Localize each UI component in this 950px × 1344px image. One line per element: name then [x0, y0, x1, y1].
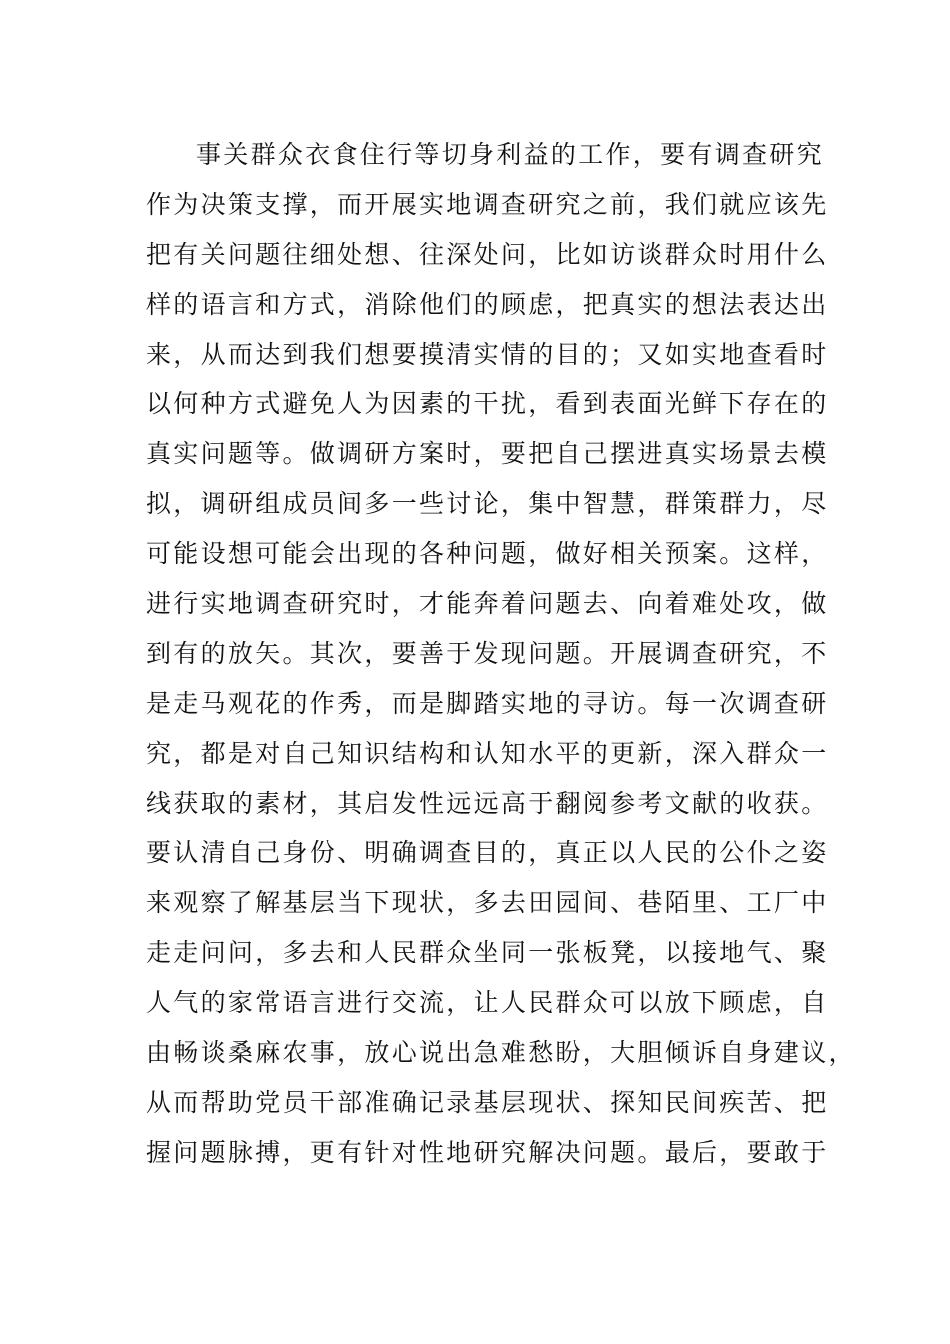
- body-paragraph: [146, 130, 856, 1178]
- paragraph-line: 把有关问题往细处想、往深处问，比如访谈群众时用什么: [146, 239, 829, 269]
- paragraph-line: 事关群众衣食住行等切身利益的工作，要有调查研究: [196, 140, 824, 169]
- paragraph-line: 样的语言和方式，消除他们的顾虑，把真实的想法表达出: [146, 289, 829, 319]
- paragraph-line: 线获取的素材，其启发性远远高于翻阅参考文献的收获。: [146, 788, 829, 818]
- paragraph-line: 走走问问，多去和人民群众坐同一张板凳，以接地气、聚: [146, 938, 829, 968]
- paragraph-line: 从而帮助党员干部准确记录基层现状、探知民间疾苦、把: [146, 1087, 829, 1117]
- paragraph-line: 进行实地调查研究时，才能奔着问题去、向着难处攻，做: [146, 589, 829, 619]
- paragraph-line: 究，都是对自己知识结构和认知水平的更新，深入群众一: [146, 738, 829, 768]
- paragraph-line: 人气的家常语言进行交流，让人民群众可以放下顾虑，自: [146, 988, 829, 1018]
- paragraph-line: 是走马观花的作秀，而是脚踏实地的寻访。每一次调查研: [146, 688, 829, 718]
- paragraph-line: 真实问题等。做调研方案时，要把自己摆进真实场景去模: [146, 439, 829, 469]
- paragraph-line: 握问题脉搏，更有针对性地研究解决问题。最后，要敢于: [146, 1137, 829, 1167]
- paragraph-line: 到有的放矢。其次，要善于发现问题。开展调查研究，不: [146, 638, 829, 668]
- paragraph-line: 来观察了解基层当下现状，多去田园间、巷陌里、工厂中: [146, 888, 829, 918]
- paragraph-line: 由畅谈桑麻农事，放心说出急难愁盼，大胆倾诉自身建议，: [146, 1038, 856, 1068]
- paragraph-line: 作为决策支撑，而开展实地调查研究之前，我们就应该先: [146, 189, 829, 219]
- paragraph-line: 以何种方式避免人为因素的干扰，看到表面光鲜下存在的: [146, 389, 829, 419]
- paragraph-line: 拟，调研组成员间多一些讨论，集中智慧，群策群力，尽: [146, 489, 829, 519]
- paragraph-line: 要认清自己身份、明确调查目的，真正以人民的公仆之姿: [146, 838, 829, 868]
- paragraph-line: 来，从而达到我们想要摸清实情的目的；又如实地查看时: [146, 339, 829, 369]
- paragraph-line: 可能设想可能会出现的各种问题，做好相关预案。这样，: [146, 539, 829, 569]
